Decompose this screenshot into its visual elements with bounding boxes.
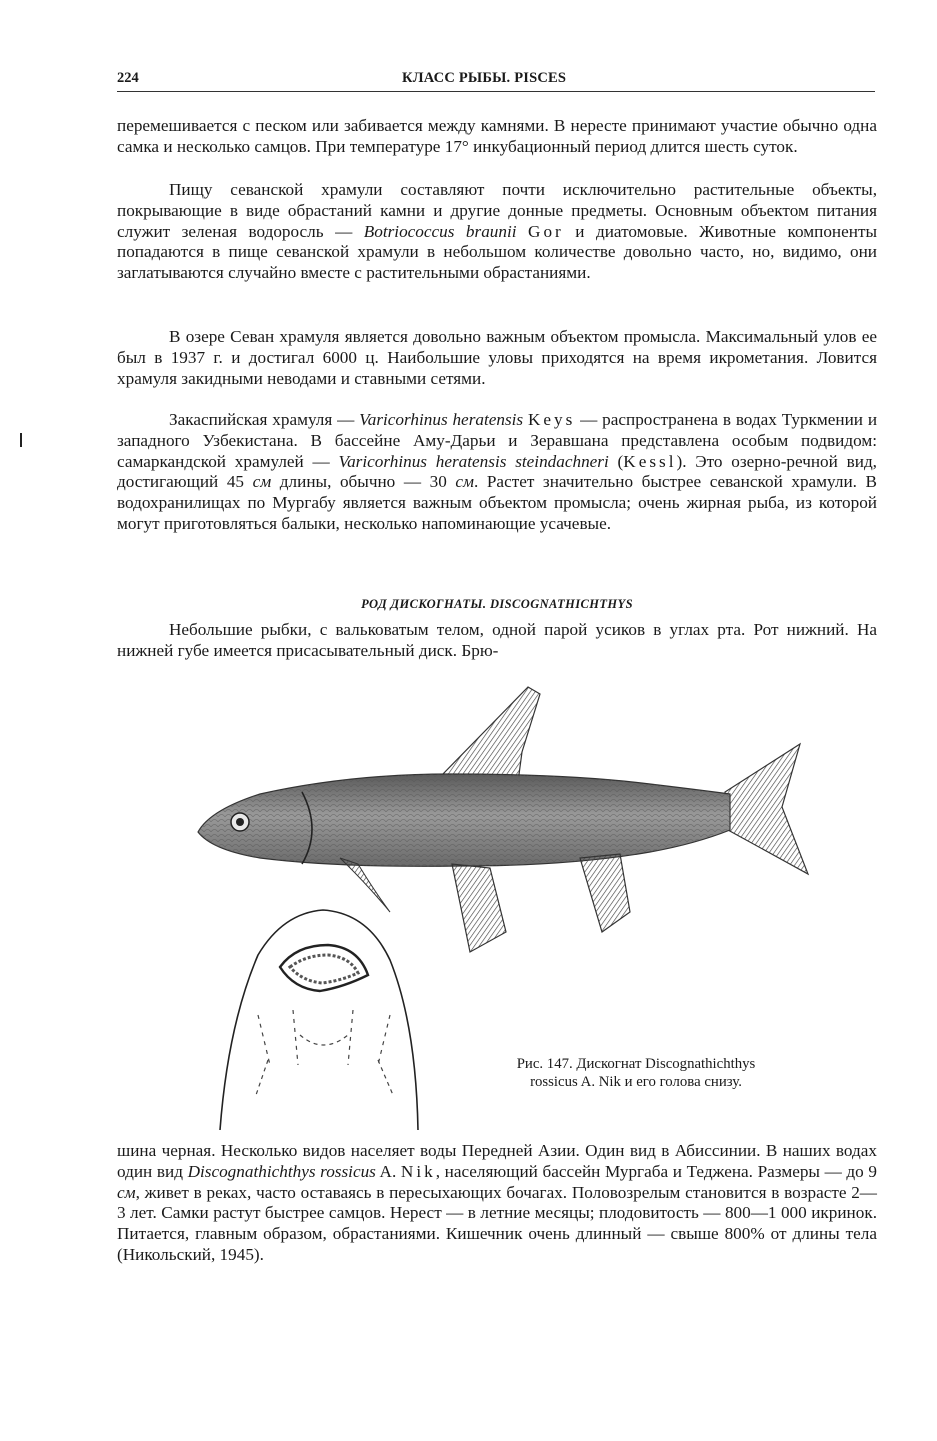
text-segment: длины, обычно — 30 xyxy=(271,472,456,492)
paragraph-fishery xyxy=(117,327,877,389)
unit: см xyxy=(117,1182,136,1202)
text-segment: . Растет значительно быстрее севанской храмули. В водохранилищах по Мургабу является важным объектом промысла; очень жирная рыба, из которой могут приготовляться балыки, несколько напоминающие усачевые. xyxy=(117,472,877,533)
caption-line: rossicus A. Nik и его голова снизу. xyxy=(530,1074,742,1090)
anal-fin xyxy=(580,854,630,932)
author-name: Nik xyxy=(400,1161,436,1181)
head-underside-illustration xyxy=(218,905,436,1135)
text-segment: , населяющий бассейн Мургаба и Теджена. Размеры — до 9 xyxy=(435,1161,878,1181)
running-head xyxy=(117,68,877,92)
paragraph-text: В озере Севан храмуля является довольно важным объектом промысла. Максимальный улов ее был в 1937 г. и достигал 6000 ц. Наибольшие уловы приходятся на время икрометания. Ловится храмуля закидными неводами и ставными сетями. xyxy=(117,327,877,388)
head-outline xyxy=(220,910,418,1130)
margin-mark xyxy=(20,433,22,447)
text-segment: ). Это озерно-речной вид, достигающий 45 xyxy=(117,451,877,492)
paragraph-text: Небольшие рыбки, с вальковатым телом, одной парой усиков в углах рта. Рот нижний. На нижней губе имеется присасывательный диск. Брю- xyxy=(117,620,877,660)
paragraph-discognathus xyxy=(117,1141,877,1266)
text-segment: ( xyxy=(608,451,624,471)
header-rule xyxy=(117,91,875,92)
page-number: 224 xyxy=(117,70,139,86)
text-segment: , живет в реках, часто оставаясь в пересыхающих бочагах. Половозрелым становится в возрасте 2—3 лет. Самки растут быстрее самцов. Нерест — в летние месяцы; плодовитость — 800—1 000 икринок. Питается, главным образом, обрастаниями. Кишечник очень длинный — свыше 800% от длины тела (Никольский, 1945). xyxy=(117,1182,877,1264)
running-title: КЛАСС РЫБЫ. PISCES xyxy=(402,70,567,86)
paragraph-diet xyxy=(117,180,877,284)
text-segment: и диатомовые. Животные компоненты попадаются в пище севанской храмули в небольшом количестве довольно часто, но, видимо, они заглатываются случайно вместе с растительными обрастаниями. xyxy=(117,221,878,283)
paragraph-spawning xyxy=(117,116,877,158)
species-name: Varicorhinus heratensis xyxy=(359,410,524,429)
text-segment: A. xyxy=(375,1161,401,1181)
figure-caption xyxy=(452,1055,820,1091)
caption-line: Рис. 147. Дискогнат Discognathichthys xyxy=(516,1056,756,1072)
text-segment: Пищу севанской храмули составляют почти исключительно растительные объекты, покрывающие в виде обрастаний камни и другие донные предметы. Основным объектом питания служит зеленая водоросль — xyxy=(117,180,877,241)
unit: см xyxy=(455,472,474,492)
author-name: Keys xyxy=(527,410,576,429)
text-segment xyxy=(517,222,529,241)
paragraph-transcaspian xyxy=(117,410,877,535)
species-name: Discognathichthys rossicus xyxy=(187,1161,376,1181)
paragraph-genus-description xyxy=(117,620,877,662)
dorsal-fin xyxy=(440,687,540,782)
species-name: Botriococcus braunii xyxy=(363,221,517,241)
author-name: Kessl xyxy=(623,451,677,471)
subspecies-name: Varicorhinus heratensis steindachneri xyxy=(338,451,609,471)
genus-heading: РОД ДИСКОГНАТЫ. DISCOGNATHICHTHYS xyxy=(361,597,633,611)
text-segment: Закаспийская храмуля — xyxy=(169,410,360,429)
text-segment: шина черная. Несколько видов населяет воды Передней Азии. Один вид в Абиссинии. В наших водах один вид xyxy=(117,1141,877,1181)
unit: см xyxy=(252,472,272,492)
tail-fin xyxy=(725,744,808,874)
paragraph-text: перемешивается с песком или забивается между камнями. В нересте принимают участие обычно одна самка и несколько самцов. При температуре 17° инкубационный период длится шесть суток. xyxy=(117,116,877,156)
pelvic-fin xyxy=(452,864,506,952)
text-segment: — распространена в водах Туркмении и западного Узбекистана. В бассейне Аму-Дарьи и Зеравшана представлена особым подвидом: самаркандской храмулей — xyxy=(117,410,878,471)
author-name: Gor xyxy=(528,221,564,241)
